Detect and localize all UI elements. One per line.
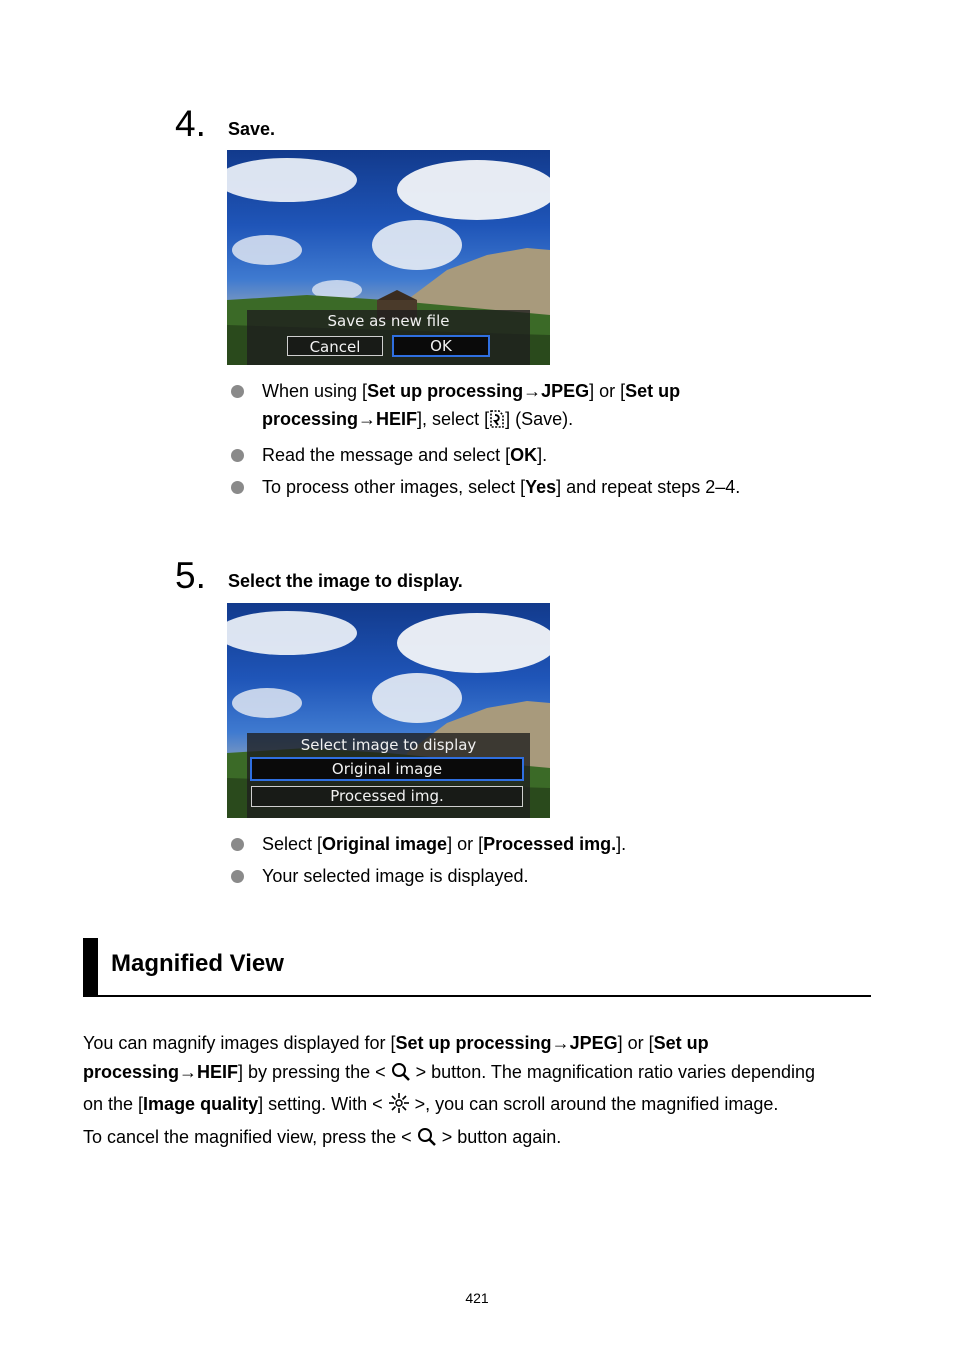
page-number: 421 [465,1290,489,1306]
list-item: Your selected image is displayed. [230,862,790,890]
step-4-title: Save. [228,119,276,139]
step-5-number: 5. [175,555,206,596]
step-5-title: Select the image to display. [228,571,463,591]
camera-screen-save [227,150,550,365]
save-icon [489,409,505,437]
dialog-message: Save as new file [327,312,450,330]
list-item: Read the message and select [OK]. [230,441,790,469]
processed-image-option[interactable]: Processed img. [251,786,523,807]
step-4-bullets [230,377,790,505]
list-item: To process other images, select [Yes] and repeat steps 2–4. [230,473,790,501]
bullet-dot [231,870,244,883]
section-header [83,938,871,997]
dialog-overlay [247,733,530,818]
ok-button[interactable]: OK [392,335,490,357]
multi-controller-icon [388,1092,410,1123]
step-4-number: 4. [175,103,206,144]
body-paragraph: You can magnify images displayed for [Set up processing→JPEG] or [Set up processing→HEIF] by pressing the < > button. The magnification ratio varies depending on the [Image quality] setting. With < >, you can scroll around the magnified image. To cancel the magnified view, press the < > button again. [83,1029,883,1155]
list-item: Select [Original image] or [Processed img.]. [230,830,790,858]
magnify-icon [417,1127,437,1156]
step-5-bullets [230,830,790,894]
cancel-button[interactable]: Cancel [287,336,383,356]
bullet-dot [231,385,244,398]
bullet-dot [231,838,244,851]
list-item: When using [Set up processing→JPEG] or [Set up processing→HEIF], select [ ] (Save). [230,377,790,437]
section-title: Magnified View [111,950,284,977]
bullet-dot [231,449,244,462]
original-image-option[interactable]: Original image [250,757,524,781]
camera-screen-select [227,603,550,818]
dialog-message: Select image to display [300,736,477,754]
bullet-dot [231,481,244,494]
dialog-overlay [247,310,530,365]
section-bar [83,938,98,995]
magnify-icon [391,1062,411,1091]
